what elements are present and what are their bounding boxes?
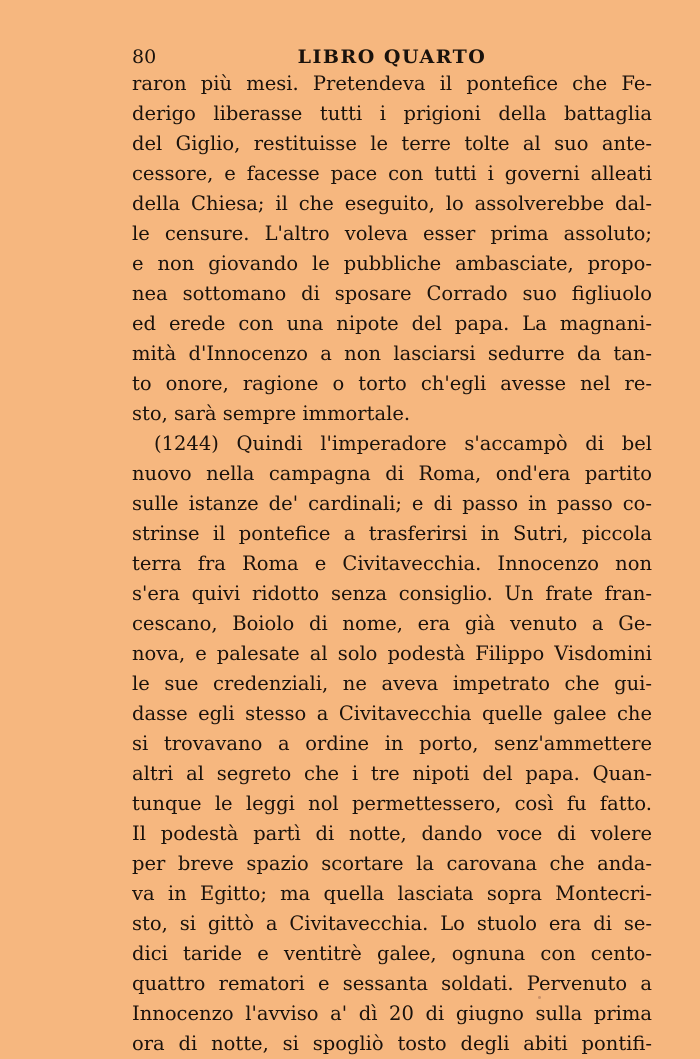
text-line: si trovavano a ordine in porto, senz'ammettere bbox=[132, 732, 652, 755]
text-line: derigo liberasse tutti i prigioni della battaglia bbox=[132, 102, 652, 125]
text-line: dici taride e ventitrè galee, ognuna con cento- bbox=[132, 942, 652, 965]
page-header bbox=[132, 44, 652, 70]
text-line: to onore, ragione o torto ch'egli avesse nel re- bbox=[132, 372, 652, 395]
text-line: le censure. L'altro voleva esser prima assoluto; bbox=[132, 222, 652, 245]
page-number: 80 bbox=[132, 46, 157, 68]
text-line: Innocenzo l'avviso a' dì 20 di giugno sulla prima bbox=[132, 1002, 652, 1025]
text-line: le sue credenziali, ne aveva impetrato che gui- bbox=[132, 672, 652, 695]
text-line: mità d'Innocenzo a non lasciarsi sedurre da tan- bbox=[132, 342, 652, 365]
text-line: nea sottomano di sposare Corrado suo figliuolo bbox=[132, 282, 652, 305]
text-line: cessore, e facesse pace con tutti i governi alleati bbox=[132, 162, 652, 185]
text-line: sto, sarà sempre immortale. bbox=[132, 402, 411, 425]
text-line: ora di notte, si spogliò tosto degli abiti pontifi- bbox=[132, 1032, 652, 1055]
text-line: s'era quivi ridotto senza consiglio. Un frate fran- bbox=[132, 582, 652, 605]
paper-speck bbox=[538, 996, 541, 999]
text-line: nova, e palesate al solo podestà Filippo Visdomini bbox=[132, 642, 652, 665]
text-line: (1244) Quindi l'imperadore s'accampò di bel bbox=[154, 432, 652, 455]
text-line: tunque le leggi nol permettessero, così fu fatto. bbox=[132, 792, 652, 815]
text-line: altri al segreto che i tre nipoti del papa. Quan- bbox=[132, 762, 652, 785]
text-line: ed erede con una nipote del papa. La magnani- bbox=[132, 312, 652, 335]
text-line: sulle istanze de' cardinali; e di passo in passo co- bbox=[132, 492, 652, 515]
text-line: sto, si gittò a Civitavecchia. Lo stuolo era di se- bbox=[132, 912, 652, 935]
text-line: della Chiesa; il che eseguito, lo assolverebbe dal- bbox=[132, 192, 652, 215]
text-line: nuovo nella campagna di Roma, ond'era partito bbox=[132, 462, 652, 485]
text-line: dasse egli stesso a Civitavecchia quelle galee che bbox=[132, 702, 652, 725]
text-line: raron più mesi. Pretendeva il pontefice che Fe- bbox=[132, 72, 652, 95]
running-title: LIBRO QUARTO bbox=[297, 46, 487, 68]
text-line: terra fra Roma e Civitavecchia. Innocenzo non bbox=[132, 552, 652, 575]
body-text bbox=[132, 69, 652, 1059]
text-line: per breve spazio scortare la carovana che anda- bbox=[132, 852, 652, 875]
text-line: strinse il pontefice a trasferirsi in Sutri, piccola bbox=[132, 522, 652, 545]
text-line: Il podestà partì di notte, dando voce di volere bbox=[132, 822, 652, 845]
text-line: del Giglio, restituisse le terre tolte al suo ante- bbox=[132, 132, 652, 155]
text-line: va in Egitto; ma quella lasciata sopra Montecri- bbox=[132, 882, 652, 905]
text-line: cescano, Boiolo di nome, era già venuto a Ge- bbox=[132, 612, 652, 635]
text-line: quattro rematori e sessanta soldati. Pervenuto a bbox=[132, 972, 652, 995]
text-line: e non giovando le pubbliche ambasciate, propo- bbox=[132, 252, 652, 275]
